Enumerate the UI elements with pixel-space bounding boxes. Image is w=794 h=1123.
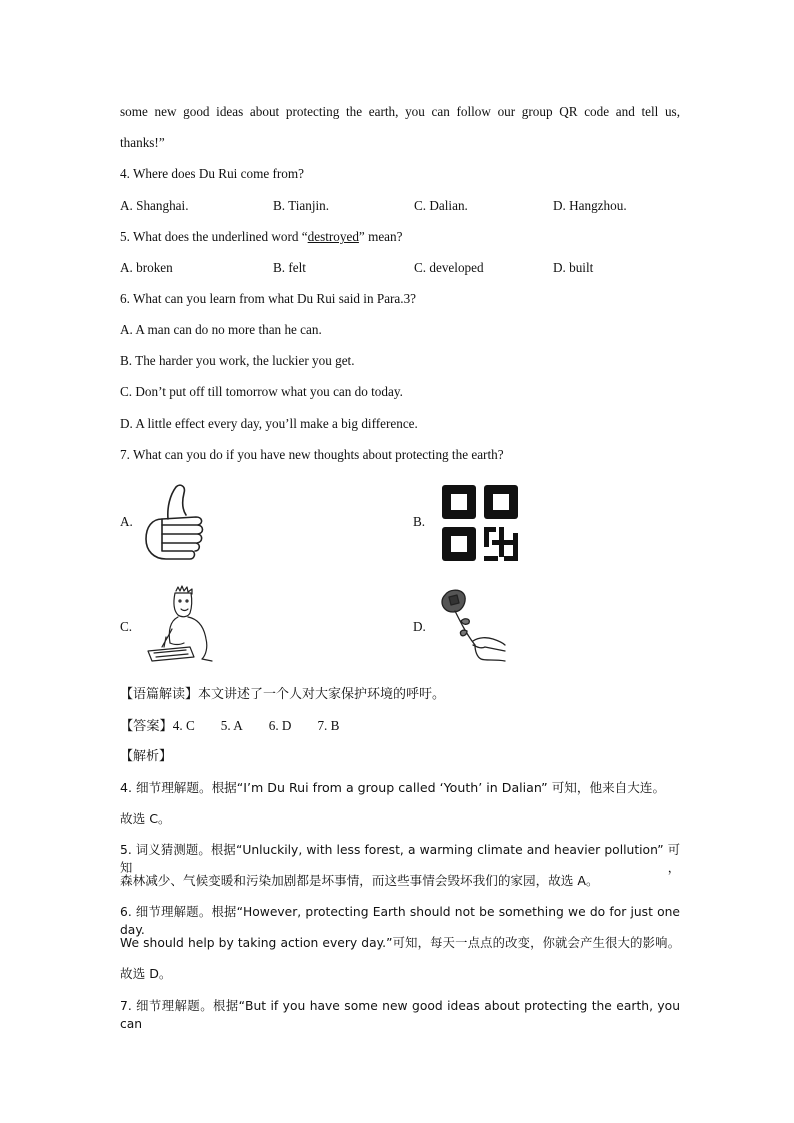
question-6-stem: 6. What can you learn from what Du Rui said in Para.3? [120, 291, 417, 306]
answer-7: 7. B [317, 718, 340, 733]
q4-option-d: D. Hangzhou. [553, 198, 627, 213]
q6-explanation-cont: We should help by taking action every day.”可知，每天一点点的改变，你就会产生很大的影响。 [120, 936, 680, 950]
person-writing-icon [142, 585, 222, 670]
answer-4: 4. C [172, 718, 195, 733]
q7-option-c: C. [120, 619, 133, 634]
q5-explanation: 5. 词义猜测题。根据“Unluckily, with less forest, a warming climate and heavier pollution” 可知， [120, 843, 680, 875]
q5-option-b: B. felt [273, 260, 306, 275]
q4-option-b: B. Tianjin. [273, 198, 330, 213]
q5-stem-pre: 5. What does the underlined word “ [120, 229, 308, 244]
q6-option-c: C. Don’t put off till tomorrow what you can do today. [120, 384, 403, 399]
q5-underlined-word: destroyed [307, 229, 359, 244]
q4-explanation: 4. 细节理解题。根据“I’m Du Rui from a group called ‘Youth’ in Dalian” 可知，他来自大连。 [120, 780, 666, 795]
answer-6: 6. D [268, 718, 292, 733]
q7-option-b: B. [413, 514, 426, 529]
q5-option-c: C. developed [414, 260, 484, 275]
hand-holding-rose-icon [435, 587, 509, 670]
q4-explanation-cont: 故选 C。 [120, 811, 171, 826]
q5-explanation-cont: 森林减少、气候变暖和污染加剧都是坏事情，而这些事情会毁坏我们的家园，故选 A。 [120, 873, 599, 888]
q7-option-d: D. [413, 619, 426, 634]
answer-label: 【答案】 [120, 719, 173, 734]
thumbs-up-icon [140, 483, 206, 568]
q7-explanation: 7. 细节理解题。根据“But if you have some new good ideas about protecting the earth, you can [120, 999, 680, 1031]
answer-line [120, 717, 680, 736]
explanation-label: 【解析】 [120, 749, 173, 764]
q7-option-a: A. [120, 514, 133, 529]
q5-stem-post: ” mean? [358, 229, 403, 244]
q5-option-d: D. built [553, 260, 594, 275]
q5-option-a: A. broken [120, 260, 173, 275]
q4-option-c: C. Dalian. [414, 198, 468, 213]
question-5-stem [120, 228, 680, 246]
summary-line: 【语篇解读】本文讲述了一个人对大家保护环境的呼吁。 [120, 687, 446, 702]
question-4-stem: 4. Where does Du Rui come from? [120, 166, 304, 181]
q6-option-a: A. A man can do no more than he can. [120, 322, 322, 337]
q6-option-b: B. The harder you work, the luckier you get. [120, 353, 355, 368]
passage-line: some new good ideas about protecting the earth, you can follow our group QR code and tell us, [120, 104, 680, 119]
q6-explanation: 6. 细节理解题。根据“However, protecting Earth should not be something we do for just one day. [120, 905, 680, 937]
passage-line: thanks!” [120, 135, 165, 150]
qr-code-icon [442, 485, 518, 566]
answer-5: 5. A [220, 718, 243, 733]
q6-explanation-end: 故选 D。 [120, 966, 172, 981]
q4-option-a: A. Shanghai. [120, 198, 189, 213]
question-7-stem: 7. What can you do if you have new thoughts about protecting the earth? [120, 447, 504, 462]
q6-option-d: D. A little effect every day, you’ll make a big difference. [120, 416, 418, 431]
